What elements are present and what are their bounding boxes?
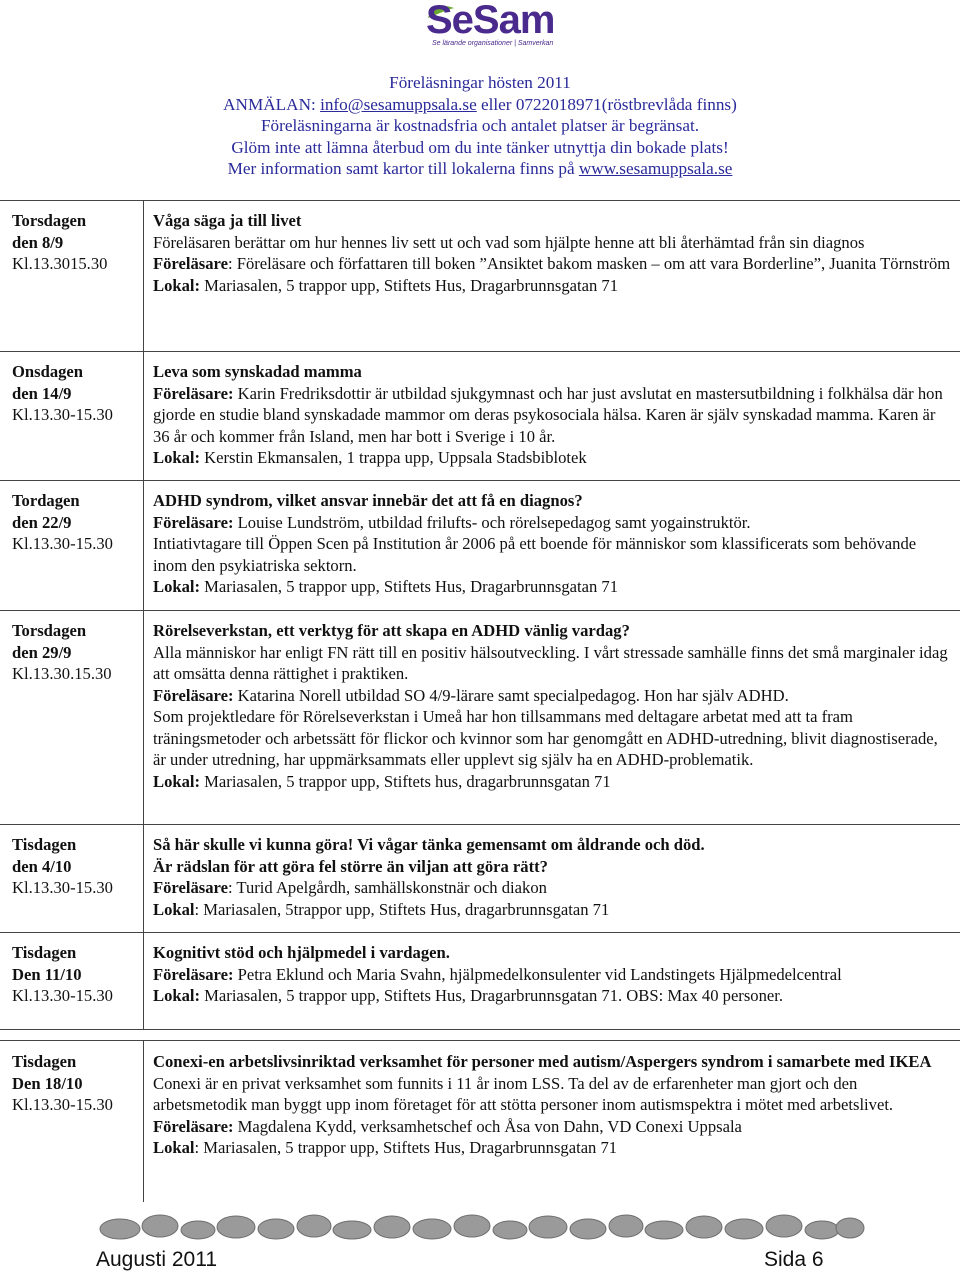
header-note-free: Föreläsningarna är kostnadsfria och antalet platser är begränsat.: [260, 116, 700, 135]
website-link[interactable]: www.sesamuppsala.se: [578, 159, 733, 178]
event-description: Intiativtagare till Öppen Scen på Institution år 2006 på ett boende för människor som klassificerats som behövande inom den psykiatriska sektorn.: [153, 534, 917, 575]
event-description-extra: Som projektledare för Rörelseverkstan i Umeå har hon tillsammans med deltagare arbetat med att ta fram träningsmetoder och arbetssätt för flickor och kvinnor som har genomgått en ADHD-utredning, blivit diagnostiserade, är under utredning, har uppmärksammats eller upplevt sig själv ha en ADHD-problematik.: [153, 707, 938, 769]
event-details: [153, 942, 953, 1007]
event-date: Onsdagen den 14/9 Kl.13.30-15.30: [12, 362, 113, 424]
event-title: Conexi-en arbetslivsinriktad verksamhet för personer med autism/Aspergers syndrom i samarbete med IKEA: [153, 1052, 932, 1071]
event-title: Så här skulle vi kunna göra! Vi vågar tänka gemensamt om åldrande och död.: [153, 835, 705, 854]
event-title: Kognitivt stöd och hjälpmedel i vardagen.: [153, 943, 450, 962]
event-details: [153, 490, 953, 598]
event-speaker: Föreläsare: Petra Eklund och Maria Svahn, hjälpmedelkonsulenter vid Landstingets Hjälpmedelcentral: [153, 964, 842, 984]
table-rule: [0, 824, 960, 825]
event-details: [153, 620, 953, 792]
event-venue: Lokal: Mariasalen, 5 trappor upp, Stiftets Hus, Dragarbrunnsgatan 71: [153, 275, 619, 295]
event-details: [153, 834, 953, 920]
sesam-logo: [418, 2, 594, 54]
logo-tagline: Se lärande organisationer | Samverkan: [432, 40, 554, 47]
event-date: Torsdagen den 29/9 Kl.13.30.15.30: [12, 621, 112, 683]
table-rule: [0, 1040, 960, 1041]
event-venue: Lokal: Mariasalen, 5 trappor upp, Stiftets Hus, Dragarbrunnsgatan 71. OBS: Max 40 personer.: [153, 986, 784, 1005]
page-header: [0, 72, 960, 180]
event-speaker: Föreläsare: Katarina Norell utbildad SO 4/9-lärare samt specialpedagog. Hon har själv ADHD.: [153, 685, 789, 705]
event-venue: Lokal: Mariasalen, 5 trappor upp, Stiftets Hus, Dragarbrunnsgatan 71: [153, 577, 619, 596]
event-date: Torsdagen den 8/9 Kl.13.3015.30: [12, 211, 108, 273]
table-column-divider: [143, 200, 144, 1029]
email-link[interactable]: info@sesamuppsala.se: [320, 94, 477, 114]
logo-name: SeSam: [426, 0, 555, 42]
event-details: [153, 361, 953, 469]
event-date: Tisdagen Den 18/10 Kl.13.30-15.30: [12, 1052, 113, 1114]
header-note-cancel: Glöm inte att lämna återbud om du inte tänker utnyttja din bokade plats!: [231, 137, 729, 157]
event-title: Våga säga ja till livet: [153, 211, 302, 230]
header-title: Föreläsningar hösten 2011: [389, 73, 571, 92]
event-speaker: Föreläsare: Louise Lundström, utbildad frilufts- och rörelsepedagog samt yogainstruktör.: [153, 512, 751, 532]
event-date: Tisdagen den 4/10 Kl.13.30-15.30: [12, 835, 113, 897]
event-details: [153, 210, 953, 296]
event-venue: Lokal: Mariasalen, 5 trappor upp, Stiftets Hus, Dragarbrunnsgatan 71: [153, 1138, 618, 1157]
event-speaker: Föreläsare: Föreläsare och författaren till boken ”Ansiktet bakom masken – om att vara Borderline”, Juanita Törnström: [153, 254, 951, 273]
event-speaker: Föreläsare: Magdalena Kydd, verksamhetschef och Åsa von Dahn, VD Conexi Uppsala: [153, 1116, 742, 1136]
footer-page-number: Sida 6: [764, 1248, 824, 1271]
event-speaker: Föreläsare: Karin Fredriksdottir är utbildad sjukgymnast och har just avslutat en mastersutbildning i folkhälsa där hon gjorde en studie bland synskadade mammor om deras psykosociala hälsa. Karen är själv synskadad mamma. Karen är 36 år och kommer från Island, men har bott i Sverige i 10 år.: [153, 383, 943, 446]
table-rule: [0, 351, 960, 352]
event-date: Tordagen den 22/9 Kl.13.30-15.30: [12, 491, 113, 553]
event-details: [153, 1051, 953, 1159]
stones-decoration: [98, 1212, 866, 1242]
event-title: ADHD syndrom, vilket ansvar innebär det att få en diagnos?: [153, 491, 583, 510]
event-description: Föreläsaren berättar om hur hennes liv sett ut och vad som hjälpte henne att bli återhämtad från sin diagnos: [153, 232, 865, 252]
footer-date: Augusti 2011: [96, 1248, 218, 1271]
event-description: Alla människor har enligt FN rätt till en positiv hälsoutveckling. I vårt stressade samhälle finns det små marginaler idag att omsätta denna rättighet i praktiken.: [153, 642, 948, 683]
table-rule: [0, 932, 960, 933]
header-registration: ANMÄLAN: info@sesamuppsala.se eller 0722018971(röstbrevlåda finns): [223, 94, 737, 114]
event-venue: Lokal: Mariasalen, 5trappor upp, Stiftets Hus, dragarbrunnsgatan 71: [153, 899, 610, 919]
event-subtitle: Är rädslan för att göra fel större än viljan att göra rätt?: [153, 856, 548, 876]
event-venue: Lokal: Mariasalen, 5 trappor upp, Stiftets hus, dragarbrunnsgatan 71: [153, 771, 611, 791]
table-rule: [0, 200, 960, 201]
table-rule: [0, 1029, 960, 1030]
event-description: Conexi är en privat verksamhet som funnits i 11 år inom LSS. Ta del av de erfarenheter man gjort och den arbetsmetodik man byggt upp inom företaget för att stötta personer inom autismspektra i mötet med arbetslivet.: [153, 1073, 894, 1114]
table-column-divider: [143, 1040, 144, 1202]
event-speaker: Föreläsare: Turid Apelgårdh, samhällskonstnär och diakon: [153, 878, 547, 897]
table-rule: [0, 480, 960, 481]
event-venue: Lokal: Kerstin Ekmansalen, 1 trappa upp, Uppsala Stadsbiblotek: [153, 448, 587, 467]
event-title: Leva som synskadad mamma: [153, 362, 362, 381]
event-date: Tisdagen Den 11/10 Kl.13.30-15.30: [12, 943, 113, 1005]
table-rule: [0, 610, 960, 611]
event-title: Rörelseverkstan, ett verktyg för att skapa en ADHD vänlig vardag?: [153, 621, 630, 640]
header-more-info: Mer information samt kartor till lokalerna finns på www.sesamuppsala.se: [227, 159, 733, 178]
